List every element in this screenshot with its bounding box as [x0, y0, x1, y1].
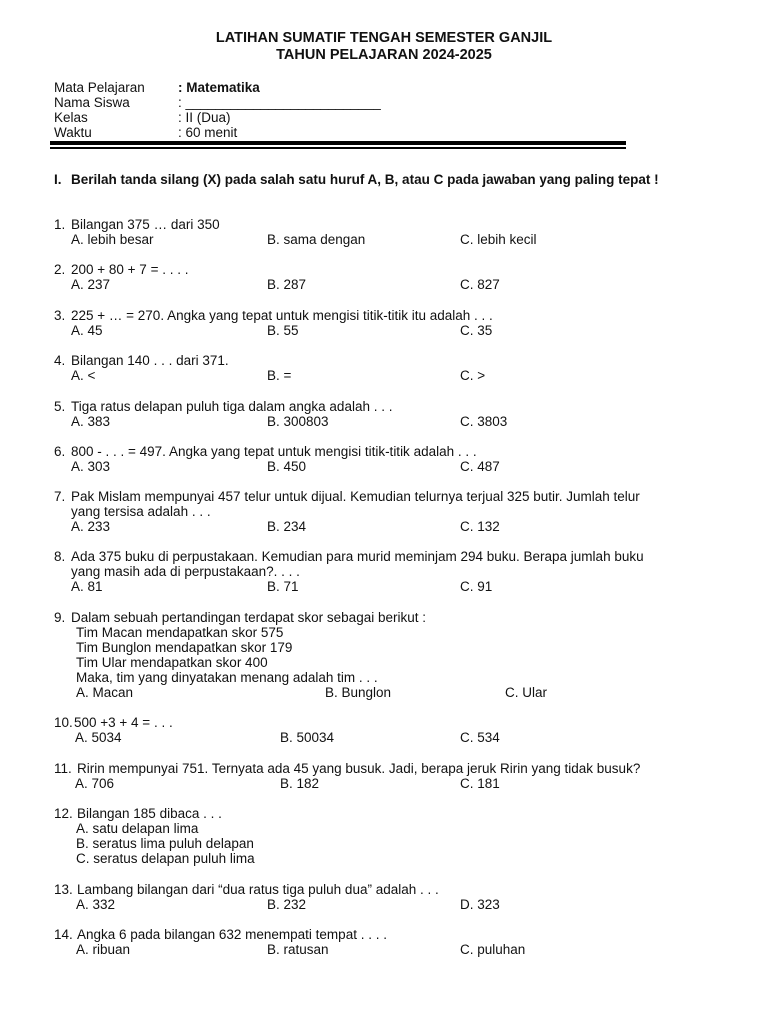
- question-number: 14.: [54, 927, 73, 942]
- section-number: I.: [54, 172, 62, 187]
- score-line: Tim Ular mendapatkan skor 400: [76, 655, 268, 670]
- question-6: [54, 444, 724, 474]
- info-row-time: [54, 125, 381, 140]
- option-c[interactable]: C. Ular: [505, 685, 548, 700]
- question-number: 4.: [54, 353, 66, 368]
- question-14: [54, 927, 724, 957]
- info-label: Mata Pelajaran: [54, 80, 145, 95]
- option-a[interactable]: A. 81: [71, 579, 103, 594]
- option-c[interactable]: C. >: [460, 368, 486, 383]
- option-b[interactable]: B. =: [267, 368, 292, 383]
- option-b[interactable]: B. 55: [267, 323, 299, 338]
- option-b[interactable]: B. Bunglon: [325, 685, 392, 700]
- option-b[interactable]: B. 182: [280, 776, 320, 791]
- score-line: Tim Macan mendapatkan skor 575: [76, 625, 284, 640]
- instruction-text: Berilah tanda silang (X) pada salah satu huruf A, B, atau C pada jawaban yang paling tepat !: [71, 172, 659, 187]
- question-number: 13.: [54, 882, 73, 897]
- option-a[interactable]: A. <: [71, 368, 96, 383]
- exam-title: LATIHAN SUMATIF TENGAH SEMESTER GANJIL: [215, 30, 553, 46]
- question-number: 8.: [54, 549, 66, 564]
- question-number: 11.: [54, 761, 72, 776]
- question-number: 6.: [54, 444, 66, 459]
- option-b[interactable]: B. sama dengan: [267, 232, 366, 247]
- question-text: Angka 6 pada bilangan 632 menempati tempat . . . .: [77, 927, 387, 942]
- question-number: 5.: [54, 399, 66, 414]
- question-text: Bilangan 185 dibaca . . .: [77, 806, 222, 821]
- question-8: [54, 549, 724, 594]
- option-b[interactable]: B. 300803: [267, 414, 329, 429]
- option-a[interactable]: A. Macan: [76, 685, 134, 700]
- option-c[interactable]: C. 827: [460, 277, 500, 292]
- option-a[interactable]: A. 332: [76, 897, 116, 912]
- question-7: [54, 489, 724, 534]
- score-line: Tim Bunglon mendapatkan skor 179: [76, 640, 293, 655]
- question-text: Ada 375 buku di perpustakaan. Kemudian para murid meminjam 294 buku. Berapa jumlah buku: [71, 549, 644, 564]
- option-b[interactable]: B. 287: [267, 277, 307, 292]
- question-2: [54, 262, 724, 292]
- question-number: 2.: [54, 262, 66, 277]
- question-text: 225 + … = 270. Angka yang tepat untuk mengisi titik-titik itu adalah . . .: [71, 308, 493, 323]
- question-number: 3.: [54, 308, 66, 323]
- question-13: [54, 882, 724, 912]
- question-text-cont: yang masih ada di perpustakaan?. . . .: [71, 564, 300, 579]
- info-value: : Matematika: [178, 80, 260, 95]
- option-a[interactable]: A. 706: [75, 776, 115, 791]
- header-divider-thick: [50, 141, 626, 145]
- option-c[interactable]: C. 35: [460, 323, 493, 338]
- option-c[interactable]: C. lebih kecil: [460, 232, 537, 247]
- question-number: 7.: [54, 489, 66, 504]
- question-text: Pak Mislam mempunyai 457 telur untuk dijual. Kemudian telurnya terjual 325 butir. Jumlah telur: [71, 489, 640, 504]
- question-12: [54, 806, 724, 866]
- question-9: [54, 610, 724, 700]
- question-prompt: Maka, tim yang dinyatakan menang adalah tim . . .: [76, 670, 378, 685]
- option-c[interactable]: C. 132: [460, 519, 500, 534]
- option-c[interactable]: C. puluhan: [460, 942, 526, 957]
- question-text: 500 +3 + 4 = . . .: [74, 715, 173, 730]
- info-value: : __________________________: [178, 95, 381, 110]
- section-instruction: [54, 172, 714, 187]
- question-text: Tiga ratus delapan puluh tiga dalam angka adalah . . .: [71, 399, 393, 414]
- info-row-class: [54, 110, 381, 125]
- student-info: [54, 80, 381, 140]
- question-1: [54, 217, 724, 247]
- option-a[interactable]: A. 237: [71, 277, 111, 292]
- question-text: Bilangan 140 . . . dari 371.: [71, 353, 229, 368]
- option-c[interactable]: C. seratus delapan puluh lima: [76, 851, 255, 866]
- question-number: 12.: [54, 806, 73, 821]
- option-a[interactable]: A. 233: [71, 519, 111, 534]
- question-number: 10.: [54, 715, 73, 730]
- question-5: [54, 399, 724, 429]
- info-label: Waktu: [54, 125, 92, 140]
- option-c[interactable]: C. 3803: [460, 414, 508, 429]
- option-a[interactable]: A. lebih besar: [71, 232, 154, 247]
- option-c[interactable]: C. 91: [460, 579, 493, 594]
- exam-year: TAHUN PELAJARAN 2024-2025: [276, 47, 492, 63]
- option-b[interactable]: B. 234: [267, 519, 307, 534]
- question-text-cont: yang tersisa adalah . . .: [71, 504, 211, 519]
- info-value: : II (Dua): [178, 110, 231, 125]
- option-a[interactable]: A. ribuan: [76, 942, 131, 957]
- info-row-name: [54, 95, 381, 110]
- option-b[interactable]: B. ratusan: [267, 942, 329, 957]
- option-b[interactable]: B. seratus lima puluh delapan: [76, 836, 254, 851]
- header-divider-thin: [50, 147, 626, 149]
- question-number: 1.: [54, 217, 66, 232]
- option-c[interactable]: C. 181: [460, 776, 500, 791]
- option-a[interactable]: A. satu delapan lima: [76, 821, 199, 836]
- option-b[interactable]: B. 450: [267, 459, 307, 474]
- question-text: Ririn mempunyai 751. Ternyata ada 45 yang busuk. Jadi, berapa jeruk Ririn yang tidak busuk?: [77, 761, 641, 776]
- question-text: Dalam sebuah pertandingan terdapat skor sebagai berikut :: [71, 610, 426, 625]
- info-value: : 60 menit: [178, 125, 238, 140]
- question-number: 9.: [54, 610, 66, 625]
- question-11: [54, 761, 724, 791]
- option-a[interactable]: A. 45: [71, 323, 103, 338]
- option-c[interactable]: C. 487: [460, 459, 500, 474]
- question-4: [54, 353, 724, 383]
- option-b[interactable]: B. 71: [267, 579, 299, 594]
- option-a[interactable]: A. 5034: [75, 730, 122, 745]
- option-b[interactable]: B. 50034: [280, 730, 335, 745]
- question-text: 200 + 80 + 7 = . . . .: [71, 262, 189, 277]
- question-text: Bilangan 375 … dari 350: [71, 217, 220, 232]
- option-c[interactable]: C. 534: [460, 730, 500, 745]
- info-row-subject: [54, 80, 381, 95]
- info-label: Nama Siswa: [54, 95, 130, 110]
- option-a[interactable]: A. 383: [71, 414, 111, 429]
- question-text: Lambang bilangan dari “dua ratus tiga puluh dua” adalah . . .: [77, 882, 439, 897]
- option-d[interactable]: D. 323: [460, 897, 500, 912]
- info-label: Kelas: [54, 110, 88, 125]
- question-3: [54, 308, 724, 338]
- question-10: [54, 715, 724, 745]
- question-text: 800 - . . . = 497. Angka yang tepat untuk mengisi titik-titik adalah . . .: [71, 444, 477, 459]
- option-b[interactable]: B. 232: [267, 897, 307, 912]
- option-a[interactable]: A. 303: [71, 459, 111, 474]
